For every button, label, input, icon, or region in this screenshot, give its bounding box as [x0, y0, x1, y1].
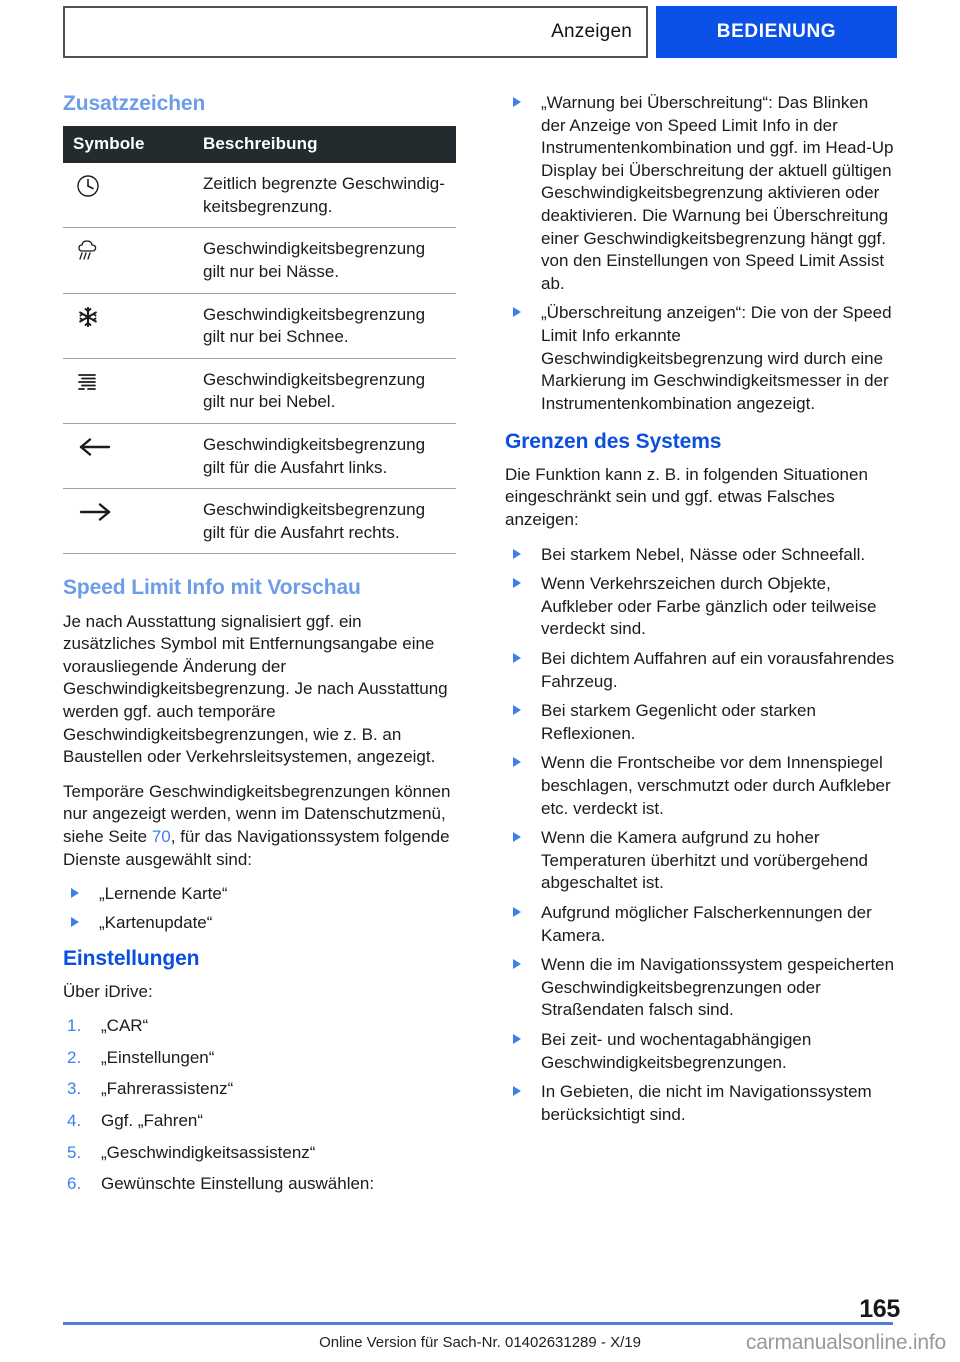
symbols-table-body	[63, 163, 456, 554]
einstellungen-steps	[63, 1015, 456, 1196]
list-item-label: Wenn die Kamera aufgrund zu hoher Temperaturen überhitzt und vorübergehend abgeschaltet ist.	[541, 828, 868, 893]
list-item	[63, 912, 456, 935]
step-number: 2.	[67, 1047, 82, 1067]
einstellungen-intro: Über iDrive:	[63, 981, 153, 1001]
list-item-label: Bei starkem Gegenlicht oder starken Reflexionen.	[541, 701, 816, 743]
table-header-row	[63, 126, 456, 163]
paragraph-speed-limit-info: Je nach Ausstattung signalisiert ggf. ein zusätzliches Symbol mit Entfernungsangabe eine vorausliegende Änderung der Geschwindigkeitsbegrenzung. Je nach Ausstattung werden ggf. auch temporäre Geschwindigkeitsbegrenzungen, wie z. B. an Baustellen oder Verkehrsleitsystemen, angezeigt.	[63, 611, 448, 767]
triangle-bullet-icon	[513, 307, 521, 317]
list-item-label: „Kartenupdate“	[99, 912, 213, 932]
list-item	[505, 1081, 897, 1126]
list-item-label: Wenn Verkehrszeichen durch Objekte, Aufkleber oder Farbe gänzlich oder teilweise verdeckt sind.	[541, 574, 877, 639]
list-item	[63, 1110, 456, 1133]
symbols-table	[63, 126, 456, 554]
list-item	[63, 1142, 456, 1165]
symbol-cell	[63, 424, 199, 489]
list-item-label: In Gebieten, die nicht im Navigationssystem berücksichtigt sind.	[541, 1082, 872, 1124]
header-tab-bedienung[interactable]	[656, 6, 897, 58]
list-item-label: „Warnung bei Überschreitung“: Das Blinken der Anzeige von Speed Limit Info in der Instrumentenkombination und ggf. im Head-Up Display bei Überschreitung der aktuell gültigen Geschwindigkeitsbegrenzung aktivieren oder deaktivieren. Die Warnung bei Überschreitung einer Geschwindigkeitsbegrenzung hängt ggf. von den Einstellungen von Speed Limit Assist ab.	[541, 93, 894, 293]
list-item-label: Bei starkem Nebel, Nässe oder Schneefall.	[541, 544, 866, 564]
step-number: 1.	[67, 1016, 82, 1036]
heading-grenzen-des-systems: Grenzen des Systems	[505, 429, 722, 453]
step-label: „CAR“	[101, 1016, 149, 1036]
symbol-description: Geschwindigkeitsbegrenzung gilt nur bei Schnee.	[199, 293, 456, 358]
list-item	[63, 1078, 456, 1101]
list-item	[63, 1047, 456, 1070]
heading-zusatzzeichen: Zusatzzeichen	[63, 92, 206, 115]
list-item-label: Aufgrund möglicher Falscherkennungen der Kamera.	[541, 903, 872, 945]
paragraph-temporary-limits	[63, 781, 456, 871]
footer-divider	[63, 1322, 893, 1325]
triangle-bullet-icon	[513, 832, 521, 842]
triangle-bullet-icon	[513, 959, 521, 969]
symbol-description: Geschwindigkeitsbegrenzung gilt nur bei Nässe.	[199, 228, 456, 293]
heading-einstellungen: Einstellungen	[63, 946, 200, 970]
page-header	[63, 6, 897, 58]
triangle-bullet-icon	[513, 1034, 521, 1044]
triangle-bullet-icon	[513, 907, 521, 917]
symbol-cell	[63, 358, 199, 423]
snowflake-icon	[75, 304, 109, 330]
symbol-cell	[63, 293, 199, 358]
clock-icon	[75, 173, 109, 199]
paragraph-temporary-limits-part2: , für das Navigationssystem folgende Dienste ausgewählt sind:	[63, 827, 450, 869]
list-item	[505, 302, 897, 415]
symbol-cell	[63, 489, 199, 554]
list-item	[505, 902, 897, 947]
triangle-bullet-icon	[513, 549, 521, 559]
services-list	[63, 883, 456, 934]
symbol-description: Geschwindigkeitsbegrenzung gilt für die Ausfahrt links.	[199, 424, 456, 489]
list-item	[505, 700, 897, 745]
header-tab-bedienung-label: BEDIENUNG	[716, 21, 837, 42]
list-item	[505, 573, 897, 641]
list-item-label: „Lernende Karte“	[99, 884, 228, 904]
step-number: 5.	[67, 1142, 82, 1162]
list-item	[63, 1173, 456, 1196]
left-column	[63, 92, 456, 1205]
list-item-label: Wenn die im Navigationssystem gespeicherten Geschwindigkeitsbegrenzungen oder Straßendaten falsch sind.	[541, 955, 895, 1020]
table-row	[63, 163, 456, 228]
triangle-bullet-icon	[513, 1086, 521, 1096]
table-row	[63, 228, 456, 293]
paragraph-temporary-limits-part1: Temporäre Geschwindigkeitsbegrenzungen können nur angezeigt werden, wenn im Datenschutzmenü, siehe Seite	[63, 781, 451, 847]
fog-icon	[75, 369, 109, 395]
list-item-label: Wenn die Frontscheibe vor dem Innenspiegel beschlagen, verschmutzt oder durch Aufkleber etc. verdeckt ist.	[541, 753, 891, 818]
triangle-bullet-icon	[71, 917, 79, 927]
triangle-bullet-icon	[513, 757, 521, 767]
list-item	[505, 1029, 897, 1074]
list-item	[505, 648, 897, 693]
symbols-table-head	[63, 126, 456, 163]
list-item-label: Bei dichtem Auffahren auf ein vorausfahrendes Fahrzeug.	[541, 648, 895, 691]
step-number: 3.	[67, 1079, 82, 1099]
list-item	[505, 752, 897, 820]
step-label: Ggf. „Fahren“	[101, 1111, 204, 1131]
symbol-cell	[63, 163, 199, 228]
list-item	[63, 883, 456, 906]
triangle-bullet-icon	[71, 888, 79, 898]
table-row	[63, 358, 456, 423]
heading-speed-limit-info: Speed Limit Info mit Vorschau	[63, 576, 361, 600]
grenzen-intro: Die Funktion kann z. B. in folgenden Situationen eingeschränkt sein und ggf. etwas Falsches anzeigen:	[505, 464, 868, 529]
table-row	[63, 293, 456, 358]
page-reference-link[interactable]: 70	[151, 827, 171, 847]
symbol-description: Geschwindigkeitsbegrenzung gilt nur bei Nebel.	[199, 358, 456, 423]
table-row	[63, 424, 456, 489]
list-item-label: Bei zeit- und wochentagabhängigen Geschwindigkeitsbegrenzungen.	[541, 1030, 812, 1072]
list-item	[505, 954, 897, 1022]
online-version-note: Online Version für Sach-Nr. 01402631289 - X/19	[319, 1334, 641, 1351]
header-tab-divider	[648, 6, 656, 58]
step-label: „Einstellungen“	[101, 1047, 215, 1067]
settings-options-list	[505, 92, 897, 416]
symbol-cell	[63, 228, 199, 293]
list-item	[505, 92, 897, 295]
symbol-description: Zeitlich begrenzte Geschwindig-keitsbegrenzung.	[199, 163, 456, 228]
limitations-list	[505, 544, 897, 1127]
triangle-bullet-icon	[513, 653, 521, 663]
triangle-bullet-icon	[513, 578, 521, 588]
watermark-text: carmanualsonline.info	[745, 1331, 946, 1354]
page-number: 165	[859, 1295, 900, 1323]
table-row	[63, 489, 456, 554]
step-number: 6.	[67, 1174, 82, 1194]
triangle-bullet-icon	[513, 97, 521, 107]
rain-cloud-icon	[75, 238, 109, 264]
list-item-label: „Überschreitung anzeigen“: Die von der Speed Limit Info erkannte Geschwindigkeitsbegrenzung wird durch eine Markierung im Geschwindigkeitsmesser in der Instrumentenkombination angezeigt.	[541, 303, 892, 413]
column-header-symbole: Symbole	[63, 126, 199, 163]
triangle-bullet-icon	[513, 705, 521, 715]
step-label: „Geschwindigkeitsassistenz“	[101, 1142, 316, 1162]
column-header-beschreibung: Beschreibung	[199, 126, 456, 163]
right-column	[505, 92, 897, 1139]
list-item	[505, 827, 897, 895]
arrow-right-icon	[75, 499, 109, 525]
list-item	[63, 1015, 456, 1038]
header-tab-anzeigen[interactable]	[63, 6, 648, 58]
step-label: Gewünschte Einstellung auswählen:	[101, 1174, 375, 1194]
step-label: „Fahrerassistenz“	[101, 1079, 234, 1099]
header-tab-anzeigen-label: Anzeigen	[551, 21, 632, 42]
list-item	[505, 544, 897, 567]
symbol-description: Geschwindigkeitsbegrenzung gilt für die Ausfahrt rechts.	[199, 489, 456, 554]
arrow-left-icon	[75, 434, 109, 460]
step-number: 4.	[67, 1111, 82, 1131]
